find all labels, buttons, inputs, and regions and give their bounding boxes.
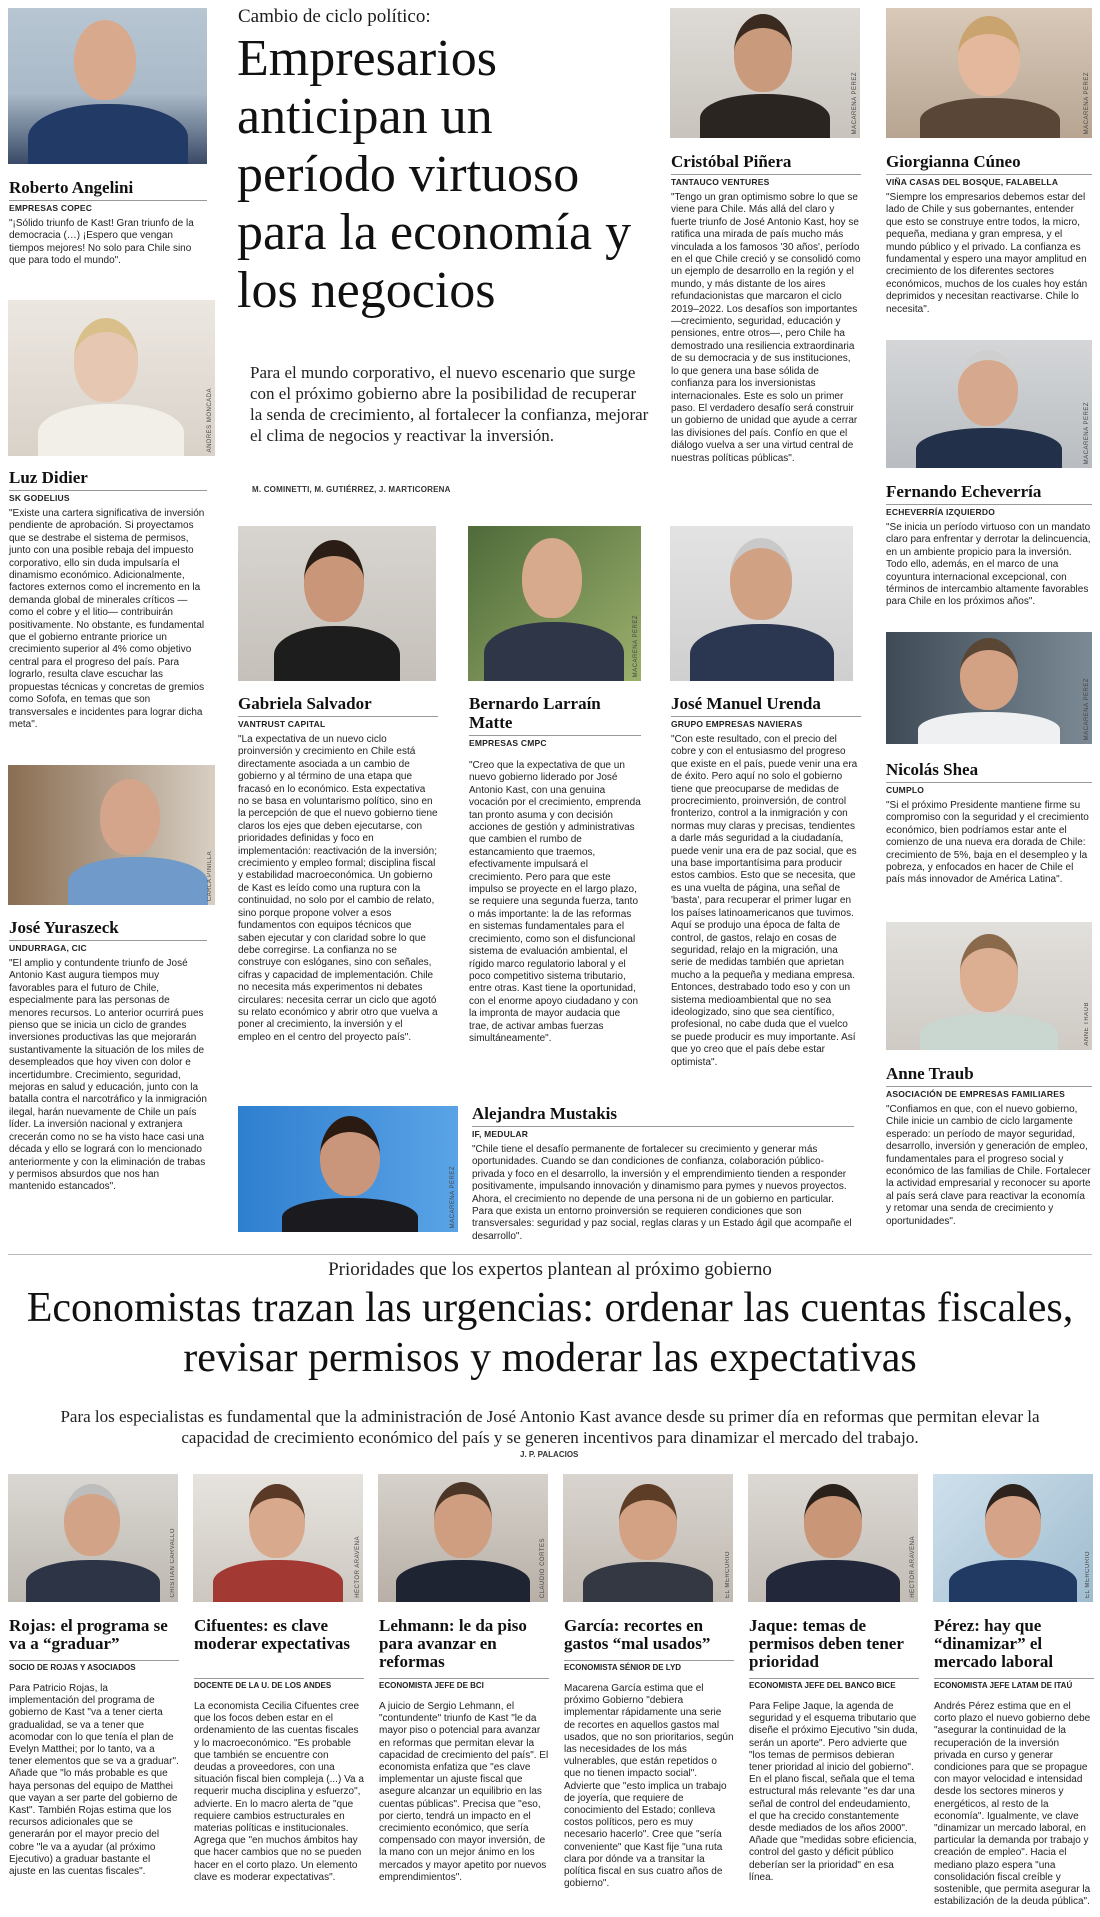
- name-giorgianna-cuneo: Giorgianna Cúneo: [886, 152, 1021, 171]
- org-alejandra-mustakis: IF, MEDULAR: [472, 1126, 854, 1139]
- org-jose-yuraszeck: UNDURRAGA, CIC: [9, 940, 207, 953]
- quote-alejandra-mustakis: "Chile tiene el desafío permanente de fortalecer su crecimiento y generar más oportunidades. Cuando se dan condiciones de confianza, colaboración público-privada y foco en el desarrollo, la inversión y el emprendimiento tienden a responder positivamente, impulsando innovación y dinamismo para pymes y nuevos proyectos. Ahora, el crecimiento no depende de una persona ni de un gobierno en particular. Para que exista un entorno proinversión se requieren condiciones que son transversales: seguridad y paz social, reglas claras y un Estado ágil que acompañe el desarrollo".: [472, 1144, 852, 1242]
- name-jose-manuel-urenda: José Manuel Urenda: [671, 694, 821, 713]
- photo-jose-yuraszeck: [8, 765, 215, 905]
- org-nicolas-shea: CUMPLO: [886, 782, 1092, 795]
- credit-lehmann: CLAUDIO CORTÉS: [540, 1537, 546, 1598]
- org-luz-didier: SK GODELIUS: [9, 490, 207, 503]
- quote-cristobal-pinera: "Tengo un gran optimismo sobre lo que se viene para Chile. Más allá del claro y fuerte triunfo de José Antonio Kast, hoy se ratifica una mirada de país mucho más vinculada a los famosos '30 años', período en el que Chile creció y se consolidó como un ejemplo de desarrollo en la región y el mundo, y más distante de los aires refundacionistas que marcaron el ciclo 2019–2022. Los desafíos son importantes—crecimiento, seguridad, educación y pensiones, entre otros—, pero Chile ha demostrado una resiliencia extraordinaria de su democracia y de sus instituciones, lo que genera una base sólida de confianza para los inversionistas internacionales. Este es solo un primer paso. El verdadero desafío será construir un gobierno de unidad que ayude a cerrar las divisiones del país. Confío en que el diálogo vuelva a ser una virtud central de nuestras políticas públicas".: [671, 192, 861, 464]
- photo-cristobal-pinera: [670, 8, 860, 138]
- quote-fernando-echeverria: "Se inicia un período virtuoso con un mandato claro para enfrentar y derrotar la delincuencia, en un ambiente propicio para la inversión. Todo ello, además, en el marco de una coyuntura internacional excepcional, con términos de intercambio altamente favorables para Chile en los próximos años".: [886, 522, 1091, 608]
- org-gabriela-salvador: VANTRUST CAPITAL: [238, 716, 438, 729]
- quote-giorgianna-cuneo: "Siempre los empresarios debemos estar del lado de Chile y sus gobernantes, entender que esto se construye entre todos, la micro, pequeña, mediana y gran empresa, y el mundo público y el privado. La confianza es fundamental y espero una mayor amplitud en crecimiento de los diferentes sectores económicos, muchos de los cuales hoy están deprimidos y necesitan reactivarse. Chile lo necesita".: [886, 192, 1088, 315]
- bottom-byline: J. P. PALACIOS: [520, 1450, 579, 1459]
- org-anne-traub: ASOCIACIÓN DE EMPRESAS FAMILIARES: [886, 1086, 1092, 1099]
- photo-nicolas-shea: [886, 632, 1092, 744]
- credit-cristobal-pinera: MACARENA PÉREZ: [852, 71, 858, 134]
- credit-luz-didier: ANDRÉS MONCADA: [207, 387, 213, 452]
- org-perez: ECONOMISTA JEFE LATAM DE ITAÚ: [934, 1678, 1094, 1690]
- bottom-kicker: Prioridades que los expertos plantean al próximo gobierno: [328, 1259, 772, 1280]
- photo-anne-traub: [886, 922, 1092, 1050]
- org-roberto-angelini: EMPRESAS COPEC: [9, 200, 207, 213]
- photo-roberto-angelini: [8, 8, 207, 164]
- title-lehmann: Lehmann: le da piso para avanzar en reformas: [379, 1616, 527, 1671]
- credit-anne-traub: ANNE TRAUB: [1084, 1002, 1090, 1046]
- top-byline: M. COMINETTI, M. GUTIÉRREZ, J. MARTICORENA: [252, 485, 451, 494]
- org-jaque: ECONOMISTA JEFE DEL BANCO BICE: [749, 1678, 919, 1690]
- quote-anne-traub: "Confiamos en que, con el nuevo gobierno, Chile inicie un cambio de ciclo largamente esperado: un período de mayor seguridad, desarrollo, inversión y generación de empleo, fundamentales para el progreso social y económico de las familias de Chile. Fortalecer la actividad empresarial y reconocer su aporte al país será clave para reactivar la economía y retomar una senda de crecimiento y oportunidades".: [886, 1104, 1091, 1227]
- photo-luz-didier: [8, 300, 215, 456]
- photo-bernardo-larrain: [468, 526, 641, 681]
- org-jose-manuel-urenda: GRUPO EMPRESAS NAVIERAS: [671, 716, 861, 729]
- quote-bernardo-larrain: "Creo que la expectativa de que un nuevo gobierno liderado por José Antonio Kast, con una genuina vocación por el crecimiento, emprenda tan pronto asuma y con decisión acciones de gestión y administrativas que cambien el rumbo de estancamiento que traemos, efectivamente impulsará el crecimiento. Pero para que este impulso se proyecte en el largo plazo, se requiere una segunda fuerza, tanto o más importante: la de las reformas en sistemas fundamentales para el crecimiento, como son el disfuncional sistema de evaluación ambiental, el rígido marco regulatorio laboral y el poco competitivo sistema tributario, entre otras. Kast tiene la oportunidad, con el enorme apoyo ciudadano y con la impronta de mayor audacia que trae, de activar ambas fuerzas simultáneamente".: [469, 760, 641, 1044]
- quote-roberto-angelini: "¡Sólido triunfo de Kast! Gran triunfo de la democracia (…) ¡Espero que vengan tiempos mejores! No solo para Chile sino que para todo el mundo".: [9, 218, 194, 267]
- credit-perez: EL MERCURIO: [1085, 1551, 1091, 1598]
- credit-cifuentes: HÉCTOR ARAVENA: [355, 1536, 361, 1598]
- name-luz-didier: Luz Didier: [9, 468, 88, 487]
- quote-gabriela-salvador: "La expectativa de un nuevo ciclo proinversión y crecimiento en Chile está directamente asociada a un cambio de gobierno y al término de una etapa que fracasó en lo económico. Esta expectativa no se basa en voluntarismo político, sino en la percepción de que el nuevo gobierno tiene claros los ejes que deben ejecutarse, con prioridades definidas y foco en implementación: reactivación de la inversión; crecimiento y empleo formal; disciplina fiscal y estabilidad macroeconómica. Un gobierno de Kast es leído como una ruptura con la continuidad, no solo por el cambio de relato, sino porque propone volver a esos fundamentos con equipos técnicos que saben ejecutar y con claridad sobre lo que debe corregirse. La confianza no se construye con eslóganes, sino con señales, cifras y capacidad de implementación. Chile no necesita más experimentos ni debates circulares: necesita cerrar un ciclo que agotó su relato económico y abrir otro que vuelva a poner al crecimiento, la inversión y el empleo en el centro del proyecto país".: [238, 734, 438, 1043]
- credit-jaque: HÉCTOR ARAVENA: [910, 1536, 916, 1598]
- org-fernando-echeverria: ECHEVERRÍA IZQUIERDO: [886, 504, 1092, 517]
- credit-jose-yuraszeck: CARLA PINILLA: [207, 850, 213, 901]
- quote-jose-manuel-urenda: "Con este resultado, con el precio del cobre y con el entusiasmo del progreso que existe en el país, puede venir una era de éxito. Pero aquí no solo el gobierno tiene que preocuparse de medidas de procrecimiento, proinversión, de control fronterizo, control a la inmigración y con normas muy claras y precisas, tendientes a darle más seguridad a la ciudadanía, puede venir una era de paz social, que es una base importantísima para producir estos cambios. Esto que se necesita, que es una vuelta de página, una señal de 'basta', para recuperar el primer lugar en los países latinoamericanos que tuvimos. Aquí se produjo una época de falta de control, de gastos, relajo en cosas de seguridad, relajo en la migración, una serie de medidas también que aprietan mucho a la pequeña y mediana empresa. Entonces, destrabado todo eso y con un sistema medioambiental que no sea ideologizado, sino que sea científico, profesional, no cabe duda que el vuelco se puede producir es muy importante. Así que yo creo que el país debe estar optimista".: [671, 734, 858, 1068]
- title-rojas: Rojas: el programa se va a “graduar”: [9, 1616, 168, 1653]
- name-cristobal-pinera: Cristóbal Piñera: [671, 152, 792, 171]
- top-kicker: Cambio de ciclo político:: [238, 6, 431, 27]
- text-lehmann: A juicio de Sergio Lehmann, el "contundente" triunfo de Kast "le da mayor piso o potencial para avanzar en reformas que permitan elevar la capacidad de crecimiento del país". El economista enfatiza que "es clave implementar un ajuste fiscal que asegure alcanzar un equilibrio en las cuentas públicas". Precisa que "eso, por cierto, tendrá un impacto en el crecimiento económico, que sería compensado con mayor inversión, de la mano con un mejor ánimo en los mercados y mayor apetito por nuevos emprendimientos".: [379, 1701, 549, 1883]
- quote-jose-yuraszeck: "El amplio y contundente triunfo de José Antonio Kast augura tiempos muy favorables para el futuro de Chile, especialmente para las personas de menores recursos. Lo anterior ocurrirá pues pienso que se inicia un ciclo de grandes inversiones productivas las que mejorarán sustantivamente la situación de los miles de desempleados que hoy viven con dolor e incertidumbre. Crecimiento, seguridad, mejoras en salud y educación, junto con la batalla contra el narcotráfico y la inmigración ilegal, harán nuevamente de Chile un país líder. La inversión nacional y extranjera crecerán como no se ha visto hace casi una década y ello se logrará con lo mencionado anteriormente y con la eliminación de trabas y permisos absurdos que nos han mantenido estancados".: [9, 958, 207, 1193]
- section-divider: [8, 1254, 1092, 1255]
- title-perez: Pérez: hay que “dinamizar” el mercado laboral: [934, 1616, 1054, 1671]
- top-headline: Empresarios anticipan un período virtuoso para la economía y los negocios: [237, 30, 632, 319]
- photo-rojas: [8, 1474, 178, 1602]
- org-giorgianna-cuneo: VIÑA CASAS DEL BOSQUE, FALABELLA: [886, 174, 1092, 187]
- photo-garcia: [563, 1474, 733, 1602]
- credit-rojas: CRISTIAN CARVALLO: [170, 1528, 176, 1598]
- bottom-headline: Economistas trazan las urgencias: ordenar las cuentas fiscales, revisar permisos y moderar las expectativas: [26, 1285, 1074, 1381]
- text-jaque: Para Felipe Jaque, la agenda de seguridad y el esquema tributario que diseñe el próximo Ejecutivo "sin duda, serán un aporte". Pero advierte que "los temas de permisos debieran tener prioridad al inicio del gobierno". En el plano fiscal, señala que el tema estructural más relevante "es dar una señal de control del endeudamiento, el que ha crecido constantemente desde mediados de los años 2000". Añade que "medidas sobre eficiencia, control del gasto y déficit público deberían ser la prioridad" en esa línea.: [749, 1701, 918, 1883]
- credit-alejandra-mustakis: MACARENA PÉREZ: [450, 1165, 456, 1228]
- photo-fernando-echeverria: [886, 340, 1092, 468]
- name-gabriela-salvador: Gabriela Salvador: [238, 694, 372, 713]
- photo-lehmann: [378, 1474, 548, 1602]
- photo-jaque: [748, 1474, 918, 1602]
- org-garcia: ECONOMISTA SÉNIOR DE LYD: [564, 1660, 734, 1672]
- org-lehmann: ECONOMISTA JEFE DE BCI: [379, 1678, 549, 1690]
- name-anne-traub: Anne Traub: [886, 1064, 974, 1083]
- credit-nicolas-shea: MACARENA PÉREZ: [1084, 677, 1090, 740]
- name-jose-yuraszeck: José Yuraszeck: [9, 918, 119, 937]
- name-nicolas-shea: Nicolás Shea: [886, 760, 979, 779]
- top-deck: Para el mundo corporativo, el nuevo escenario que surge con el próximo gobierno abre la posibilidad de recuperar la senda de crecimiento, al fortalecer la confianza, mejorar el clima de negocios y reactivar la inversión.: [250, 363, 649, 445]
- org-cristobal-pinera: TANTAUCO VENTURES: [671, 174, 861, 187]
- quote-nicolas-shea: "Si el próximo Presidente mantiene firme su compromiso con la seguridad y el crecimiento económico, bien podríamos estar ante el comienzo de una nueva era dorada de Chile: crecimiento de 5%, baja en el desempleo y la pobreza, y enfocados en hacer de Chile el país más innovador de América Latina".: [886, 800, 1089, 886]
- credit-giorgianna-cuneo: MACARENA PÉREZ: [1084, 71, 1090, 134]
- photo-alejandra-mustakis: [238, 1106, 458, 1232]
- bottom-deck: Para los especialistas es fundamental que la administración de José Antonio Kast avance desde su primer día en reformas que permitan elevar la capacidad de crecimiento económico del país y se generen incentivos para dinamizar el mercado del trabajo.: [60, 1407, 1040, 1447]
- name-bernardo-larrain: Bernardo Larraín Matte: [469, 694, 601, 732]
- org-bernardo-larrain: EMPRESAS CMPC: [469, 735, 641, 748]
- name-alejandra-mustakis: Alejandra Mustakis: [472, 1104, 617, 1123]
- text-perez: Andrés Pérez estima que en el corto plazo el nuevo gobierno debe "asegurar la continuidad de la recuperación de la inversión privada en curso y generar condiciones para que se propague con mayor velocidad e intensidad desde los sectores mineros y energéticos, al resto de la economía". Igualmente, ve clave "dinamizar un mercado laboral, en particular la demanda por trabajo y creación de empleo". Hacia el mediano plazo espera "una consolidación fiscal creíble y sostenible, que permita asegurar la estabilización de la deuda pública".: [934, 1701, 1091, 1908]
- photo-cifuentes: [193, 1474, 363, 1602]
- credit-fernando-echeverria: MACARENA PÉREZ: [1084, 401, 1090, 464]
- photo-gabriela-salvador: [238, 526, 436, 681]
- photo-jose-manuel-urenda: [670, 526, 853, 681]
- org-rojas: SOCIO DE ROJAS Y ASOCIADOS: [9, 1660, 179, 1672]
- name-fernando-echeverria: Fernando Echeverría: [886, 482, 1042, 501]
- credit-bernardo-larrain: MACARENA PÉREZ: [633, 614, 639, 677]
- credit-garcia: EL MERCURIO: [725, 1551, 731, 1598]
- photo-giorgianna-cuneo: [886, 8, 1092, 138]
- name-roberto-angelini: Roberto Angelini: [9, 178, 134, 197]
- text-cifuentes: La economista Cecilia Cifuentes cree que los focos deben estar en el ordenamiento de las cuentas fiscales y lo macroeconómico. "Es probable que también se encuentre con deudas a proveedores, con una situación fiscal bien compleja (...) Va a requerir mucha disciplina y esfuerzo", advierte. En lo macro alerta de "que requiere cambios estructurales en materias políticas e institucionales. Agrega que "en muchos ámbitos hay que hacer cambios que no se pueden hacer en el corto plazo. Un elemento clave es moderar expectativas".: [194, 1701, 364, 1883]
- text-rojas: Para Patricio Rojas, la implementación del programa de gobierno de Kast "va a tener cierta gradualidad, se va a tener que acomodar con lo que tenía el plan de Evelyn Matthei; por lo tanto, va a tener elementos que se va a graduar". Añade que "lo más probable es que haya personas del equipo de Matthei que vayan a ser parte del gobierno de Kast". También Rojas estima que los recursos adicionales que se generarán por el mayor precio del cobre "le va a ayudar (al próximo Ejecutivo) a graduar bastante el ajuste en las cuentas fiscales".: [9, 1683, 179, 1878]
- org-cifuentes: DOCENTE DE LA U. DE LOS ANDES: [194, 1678, 364, 1690]
- title-garcia: García: recortes en gastos “mal usados”: [564, 1616, 711, 1653]
- title-cifuentes: Cifuentes: es clave moderar expectativas: [194, 1616, 350, 1653]
- text-garcia: Macarena García estima que el próximo Gobierno "debiera implementar rápidamente una serie de recortes en aquellos gastos mal usados, que no son prioritarios, según las necesidades de los más vulnerables, que están repetidos o que no tienen impacto social". Advierte que "esto implica un trabajo de joyería, que requiere de conocimiento del Estado; conlleva costos políticos, pero es muy necesario hacerlo". Cree que "sería conveniente" que Kast fije "una ruta clara por dónde va a transitar la política fiscal en sus cuatro años de gobierno".: [564, 1683, 734, 1890]
- quote-luz-didier: "Existe una cartera significativa de inversión pendiente de aprobación. Si proyectamos que se destrabe el sistema de permisos, junto con una posible rebaja del impuesto corporativo, ello sin duda impulsaría el dinamismo económico. Adicionalmente, factores externos como el incremento en la demanda global de minerales críticos —como el cobre y el litio— contribuirán positivamente. No obstante, es fundamental que el gobierno entrante priorice un crecimiento superior al 4% como objetivo central para el progreso del país. Para lograrlo, resulta clave escuchar las propuestas técnicas y concretas de gremios como Sofofa, en temas que son transversales e incidentes para lograr dicha meta".: [9, 508, 205, 730]
- title-jaque: Jaque: temas de permisos deben tener prioridad: [749, 1616, 904, 1671]
- photo-perez: [933, 1474, 1093, 1602]
